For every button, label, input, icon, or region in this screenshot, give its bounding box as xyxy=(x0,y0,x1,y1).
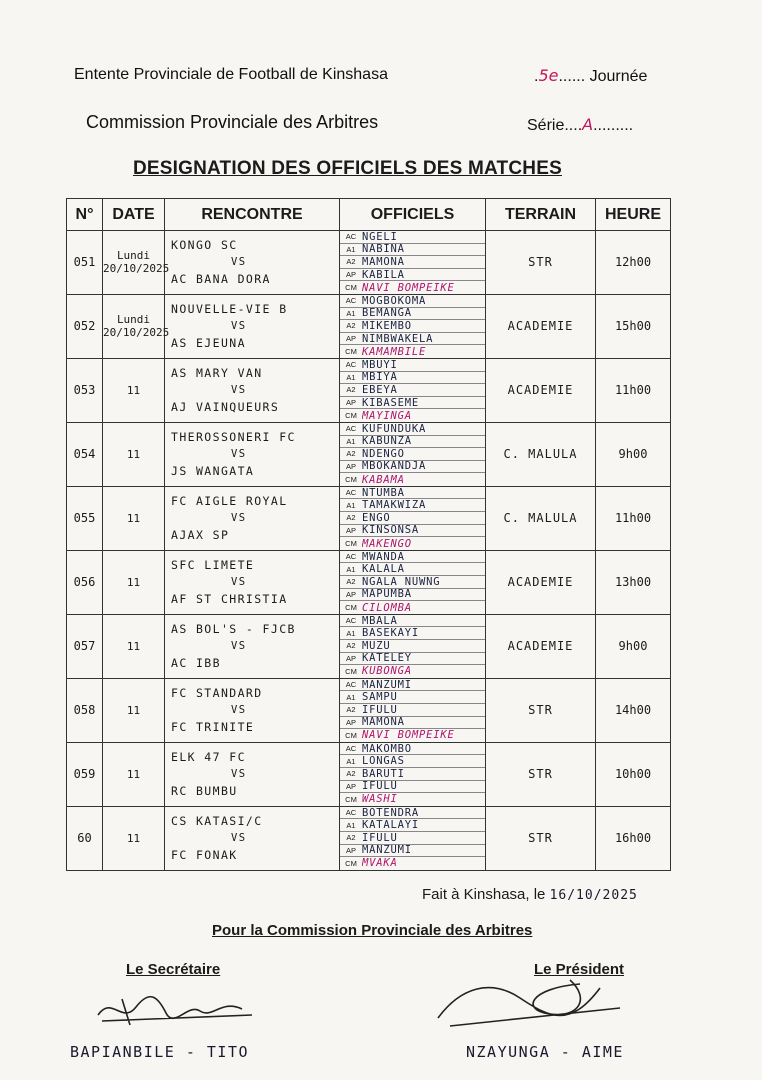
president-name: NZAYUNGA - AIME xyxy=(466,1043,624,1061)
away-team: FC TRINITE xyxy=(171,719,255,734)
official-cm xyxy=(340,537,485,550)
official-name-a1: KALALA xyxy=(362,563,405,576)
versus-label: VS xyxy=(231,703,247,716)
official-a2 xyxy=(340,832,485,845)
official-name-cm: KUBONGA xyxy=(362,665,412,678)
match-number: 059 xyxy=(67,742,103,806)
official-role: A2 xyxy=(346,257,356,267)
official-name-a1: MBIYA xyxy=(362,371,398,384)
official-role: A1 xyxy=(346,628,356,638)
official-ac xyxy=(340,359,485,372)
official-role: A2 xyxy=(346,449,356,459)
match-terrain: C. MALULA xyxy=(486,486,596,550)
match-number: 057 xyxy=(67,614,103,678)
home-team: CS KATASI/C xyxy=(171,813,263,828)
official-name-a1: KABUNZA xyxy=(362,435,412,448)
away-team: AC BANA DORA xyxy=(171,271,271,286)
match-heure: 14h00 xyxy=(596,678,671,742)
secretaire-name: BAPIANBILE - TITO xyxy=(70,1043,250,1061)
pour-commission: Pour la Commission Provinciale des Arbitres xyxy=(212,922,533,939)
official-a1 xyxy=(340,499,485,512)
match-officials xyxy=(340,614,486,678)
official-ac xyxy=(340,295,485,308)
official-role: A1 xyxy=(346,564,356,574)
match-number: 058 xyxy=(67,678,103,742)
match-rencontre xyxy=(165,614,340,678)
official-cm xyxy=(340,601,485,614)
official-a2 xyxy=(340,448,485,461)
table-row xyxy=(67,358,671,422)
official-role: A1 xyxy=(346,372,356,382)
header-date: DATE xyxy=(103,199,165,231)
match-number: 056 xyxy=(67,550,103,614)
match-terrain: ACADEMIE xyxy=(486,358,596,422)
table-row xyxy=(67,294,671,358)
away-team: AC IBB xyxy=(171,655,221,670)
official-role: AP xyxy=(345,653,356,663)
official-role: AP xyxy=(345,461,356,471)
match-heure: 9h00 xyxy=(596,614,671,678)
official-role: CM xyxy=(345,603,357,613)
official-ac xyxy=(340,487,485,500)
official-role: AC xyxy=(345,552,357,562)
match-rencontre xyxy=(165,742,340,806)
match-date: 11 xyxy=(103,486,165,550)
home-team: AS MARY VAN xyxy=(171,365,263,380)
official-name-a1: BASEKAYI xyxy=(362,627,419,640)
match-heure: 13h00 xyxy=(596,550,671,614)
match-rencontre xyxy=(165,294,340,358)
match-date: 11 xyxy=(103,806,165,870)
official-name-a1: KATALAYI xyxy=(362,819,419,832)
official-name-cm: NAVI BOMPEIKE xyxy=(362,729,455,742)
official-ap xyxy=(340,525,485,538)
home-team: FC AIGLE ROYAL xyxy=(171,493,288,508)
journee-field xyxy=(534,66,647,86)
match-rencontre xyxy=(165,678,340,742)
official-role: AC xyxy=(345,360,357,370)
official-a2 xyxy=(340,640,485,653)
official-ap xyxy=(340,781,485,794)
table-row xyxy=(67,486,671,550)
match-number: 054 xyxy=(67,422,103,486)
fait-label: Fait à Kinshasa, le xyxy=(422,886,546,903)
official-a1 xyxy=(340,691,485,704)
official-role: AC xyxy=(345,808,357,818)
official-ap xyxy=(340,461,485,474)
home-team: THEROSSONERI FC xyxy=(171,429,296,444)
official-role: A2 xyxy=(346,833,356,843)
match-terrain: ACADEMIE xyxy=(486,550,596,614)
official-name-cm: MAYINGA xyxy=(362,409,412,422)
official-cm xyxy=(340,409,485,422)
official-ap xyxy=(340,845,485,858)
match-officials xyxy=(340,742,486,806)
official-role: AC xyxy=(345,424,357,434)
versus-label: VS xyxy=(231,383,247,396)
official-name-cm: KABAMA xyxy=(362,473,405,486)
match-officials xyxy=(340,231,486,295)
official-a1 xyxy=(340,308,485,321)
official-name-a2: BARUTI xyxy=(362,767,405,780)
official-name-a1: TAMAKWIZA xyxy=(362,499,427,512)
match-rencontre xyxy=(165,806,340,870)
match-terrain: STR xyxy=(486,742,596,806)
official-a1 xyxy=(340,819,485,832)
official-ac xyxy=(340,679,485,692)
official-name-a2: MAMONA xyxy=(362,255,405,268)
official-role: AC xyxy=(345,680,357,690)
official-cm xyxy=(340,793,485,806)
official-a2 xyxy=(340,704,485,717)
serie-value: A xyxy=(582,115,594,134)
official-name-a2: MIKEMBO xyxy=(362,319,412,332)
match-heure: 12h00 xyxy=(596,231,671,295)
official-name-a2: MUZU xyxy=(362,639,391,652)
official-role: A1 xyxy=(346,820,356,830)
official-cm xyxy=(340,281,485,294)
away-team: JS WANGATA xyxy=(171,463,255,478)
official-role: A2 xyxy=(346,321,356,331)
match-date: 11 xyxy=(103,742,165,806)
official-role: CM xyxy=(345,283,357,293)
official-role: A1 xyxy=(346,436,356,446)
header-officiels: OFFICIELS xyxy=(340,199,486,231)
official-name-ac: NGELI xyxy=(362,230,398,243)
official-name-ap: KINSONSA xyxy=(362,524,419,537)
official-name-cm: KAMAMBILE xyxy=(362,345,427,358)
match-rencontre xyxy=(165,358,340,422)
official-name-ac: MANZUMI xyxy=(362,678,412,691)
official-name-cm: MVAKA xyxy=(362,857,398,870)
match-date: 11 xyxy=(103,614,165,678)
versus-label: VS xyxy=(231,639,247,652)
match-heure: 9h00 xyxy=(596,422,671,486)
match-officials xyxy=(340,294,486,358)
official-name-ap: MAPUMBA xyxy=(362,588,412,601)
official-name-ap: KIBASEME xyxy=(362,396,419,409)
match-heure: 16h00 xyxy=(596,806,671,870)
official-name-a2: EBEYA xyxy=(362,383,398,396)
match-terrain: STR xyxy=(486,806,596,870)
official-ap xyxy=(340,717,485,730)
versus-label: VS xyxy=(231,255,247,268)
official-name-ap: NIMBWAKELA xyxy=(362,332,434,345)
official-role: A2 xyxy=(346,705,356,715)
official-role: CM xyxy=(345,475,357,485)
match-officials xyxy=(340,358,486,422)
official-name-cm: NAVI BOMPEIKE xyxy=(362,281,455,294)
match-heure: 11h00 xyxy=(596,358,671,422)
versus-label: VS xyxy=(231,831,247,844)
official-ac xyxy=(340,807,485,820)
official-cm xyxy=(340,729,485,742)
home-team: ELK 47 FC xyxy=(171,749,246,764)
official-role: AC xyxy=(345,488,357,498)
match-heure: 10h00 xyxy=(596,742,671,806)
official-role: CM xyxy=(345,730,357,740)
official-role: CM xyxy=(345,347,357,357)
match-officials xyxy=(340,678,486,742)
official-a2 xyxy=(340,256,485,269)
official-name-cm: MAKENGO xyxy=(362,537,412,550)
match-officials xyxy=(340,422,486,486)
official-name-ac: NTUMBA xyxy=(362,486,405,499)
official-cm xyxy=(340,345,485,358)
official-ap xyxy=(340,397,485,410)
official-role: A2 xyxy=(346,385,356,395)
official-name-ap: IFULU xyxy=(362,780,398,793)
official-role: CM xyxy=(345,794,357,804)
official-role: A1 xyxy=(346,308,356,318)
official-ac xyxy=(340,551,485,564)
official-name-a2: IFULU xyxy=(362,703,398,716)
header-num: N° xyxy=(67,199,103,231)
table-row xyxy=(67,422,671,486)
fait-line xyxy=(422,886,638,903)
match-officials xyxy=(340,550,486,614)
versus-label: VS xyxy=(231,767,247,780)
match-number: 051 xyxy=(67,231,103,295)
official-name-ac: MOGBOKOMA xyxy=(362,294,427,307)
versus-label: VS xyxy=(231,575,247,588)
match-officials xyxy=(340,486,486,550)
official-role: CM xyxy=(345,411,357,421)
match-date: 11 xyxy=(103,422,165,486)
match-rencontre xyxy=(165,486,340,550)
match-heure: 11h00 xyxy=(596,486,671,550)
table-row xyxy=(67,806,671,870)
official-a2 xyxy=(340,576,485,589)
table-row xyxy=(67,742,671,806)
official-role: AP xyxy=(345,781,356,791)
official-name-ac: MBALA xyxy=(362,614,398,627)
official-role: A1 xyxy=(346,756,356,766)
table-header-row xyxy=(67,199,671,231)
away-team: AS EJEUNA xyxy=(171,335,246,350)
official-name-cm: WASHI xyxy=(362,793,398,806)
official-name-ap: KABILA xyxy=(362,268,405,281)
official-a2 xyxy=(340,384,485,397)
official-role: AC xyxy=(345,744,357,754)
official-role: AP xyxy=(345,334,356,344)
official-role: AP xyxy=(345,589,356,599)
organization-name: Entente Provinciale de Football de Kinshasa xyxy=(74,66,388,83)
match-date: 11 xyxy=(103,358,165,422)
official-a1 xyxy=(340,563,485,576)
secretaire-title: Le Secrétaire xyxy=(126,961,221,978)
match-terrain: ACADEMIE xyxy=(486,614,596,678)
official-a1 xyxy=(340,436,485,449)
official-name-cm: CILOMBA xyxy=(362,601,412,614)
header-heure: HEURE xyxy=(596,199,671,231)
official-role: A2 xyxy=(346,769,356,779)
official-ac xyxy=(340,231,485,244)
official-name-a1: LONGAS xyxy=(362,755,405,768)
official-a2 xyxy=(340,320,485,333)
match-date: 11 xyxy=(103,550,165,614)
official-role: AC xyxy=(345,616,357,626)
official-a1 xyxy=(340,244,485,257)
official-name-a2: NGALA NUWNG xyxy=(362,575,441,588)
official-name-ac: BOTENDRA xyxy=(362,806,419,819)
fait-date: 16/10/2025 xyxy=(549,888,638,903)
match-date: 11 xyxy=(103,678,165,742)
home-team: FC STANDARD xyxy=(171,685,263,700)
header-rencontre: RENCONTRE xyxy=(165,199,340,231)
official-ac xyxy=(340,743,485,756)
official-role: A2 xyxy=(346,577,356,587)
official-name-ap: MBOKANDJA xyxy=(362,460,427,473)
serie-field xyxy=(527,115,633,135)
official-role: CM xyxy=(345,858,357,868)
official-role: A1 xyxy=(346,692,356,702)
match-number: 052 xyxy=(67,294,103,358)
official-ac xyxy=(340,423,485,436)
official-ap xyxy=(340,653,485,666)
match-terrain: STR xyxy=(486,678,596,742)
official-name-ac: MAKOMBO xyxy=(362,742,412,755)
table-row xyxy=(67,614,671,678)
match-terrain: C. MALULA xyxy=(486,422,596,486)
official-role: A2 xyxy=(346,513,356,523)
commission-name: Commission Provinciale des Arbitres xyxy=(86,112,379,132)
table-body xyxy=(67,231,671,871)
journee-prefix: . xyxy=(534,68,539,85)
matches-table xyxy=(66,198,671,871)
official-name-ac: KUFUNDUKA xyxy=(362,422,427,435)
official-name-a1: NABINA xyxy=(362,243,405,256)
match-date: Lundi 20/10/2025 xyxy=(103,231,165,295)
official-name-ap: MAMONA xyxy=(362,716,405,729)
official-role: AP xyxy=(345,717,356,727)
official-ap xyxy=(340,269,485,282)
official-a1 xyxy=(340,755,485,768)
official-role: A2 xyxy=(346,641,356,651)
match-rencontre xyxy=(165,550,340,614)
president-signature xyxy=(430,968,630,1040)
official-role: CM xyxy=(345,539,357,549)
official-name-a1: SAMPU xyxy=(362,691,398,704)
home-team: AS BOL'S - FJCB xyxy=(171,621,296,636)
official-a1 xyxy=(340,627,485,640)
away-team: FC FONAK xyxy=(171,847,238,862)
home-team: KONGO SC xyxy=(171,237,238,252)
official-a2 xyxy=(340,768,485,781)
away-team: AJ VAINQUEURS xyxy=(171,399,280,414)
official-name-ac: MWANDA xyxy=(362,550,405,563)
official-role: AC xyxy=(345,232,357,242)
official-role: A1 xyxy=(346,244,356,254)
official-a2 xyxy=(340,512,485,525)
official-ap xyxy=(340,333,485,346)
header-terrain: TERRAIN xyxy=(486,199,596,231)
official-a1 xyxy=(340,372,485,385)
official-role: A1 xyxy=(346,500,356,510)
table-row xyxy=(67,678,671,742)
official-role: AP xyxy=(345,525,356,535)
match-number: 053 xyxy=(67,358,103,422)
official-role: CM xyxy=(345,666,357,676)
match-heure: 15h00 xyxy=(596,294,671,358)
official-name-ac: MBUYI xyxy=(362,358,398,371)
official-ap xyxy=(340,589,485,602)
versus-label: VS xyxy=(231,319,247,332)
serie-suffix: ......... xyxy=(593,117,634,134)
away-team: RC BUMBU xyxy=(171,783,238,798)
official-name-a1: BEMANGA xyxy=(362,307,412,320)
match-rencontre xyxy=(165,422,340,486)
match-date: Lundi 20/10/2025 xyxy=(103,294,165,358)
official-ac xyxy=(340,615,485,628)
away-team: AF ST CHRISTIA xyxy=(171,591,288,606)
official-name-a2: NDENGO xyxy=(362,447,405,460)
official-role: AP xyxy=(345,398,356,408)
away-team: AJAX SP xyxy=(171,527,230,542)
official-cm xyxy=(340,857,485,870)
table-row xyxy=(67,231,671,295)
official-name-ap: MANZUMI xyxy=(362,844,412,857)
versus-label: VS xyxy=(231,447,247,460)
secretaire-signature xyxy=(92,985,262,1033)
match-terrain: ACADEMIE xyxy=(486,294,596,358)
table-row xyxy=(67,550,671,614)
official-cm xyxy=(340,665,485,678)
home-team: SFC LIMETE xyxy=(171,557,255,572)
match-officials xyxy=(340,806,486,870)
versus-label: VS xyxy=(231,511,247,524)
home-team: NOUVELLE-VIE B xyxy=(171,301,288,316)
match-terrain: STR xyxy=(486,231,596,295)
document-title: DESIGNATION DES OFFICIELS DES MATCHES xyxy=(133,158,562,179)
official-role: AP xyxy=(345,845,356,855)
match-number: 60 xyxy=(67,806,103,870)
journee-value: 5e xyxy=(538,66,559,85)
official-cm xyxy=(340,473,485,486)
president-title: Le Président xyxy=(534,961,625,978)
match-rencontre xyxy=(165,231,340,295)
official-role: AP xyxy=(345,270,356,280)
match-number: 055 xyxy=(67,486,103,550)
journee-suffix: ...... Journée xyxy=(558,68,648,85)
official-role: AC xyxy=(345,296,357,306)
official-name-a2: IFULU xyxy=(362,831,398,844)
official-name-a2: ENGO xyxy=(362,511,391,524)
serie-label: Série.... xyxy=(527,117,583,134)
official-name-ap: KATELEY xyxy=(362,652,412,665)
